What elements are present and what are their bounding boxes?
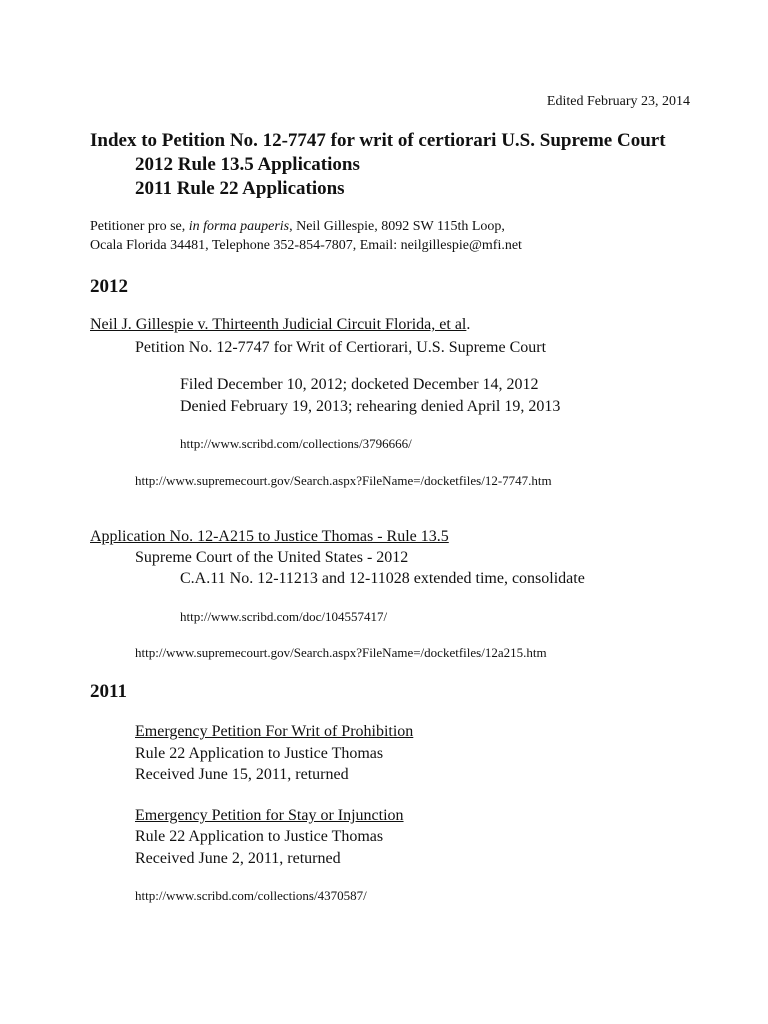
petitioner-line-1 [90,219,505,235]
section-heading-2012: 2012 [90,276,128,297]
case-title-link: Neil J. Gillespie v. Thirteenth Judicial Circuit Florida, et al [90,316,467,333]
item-1-rule: Rule 22 Application to Justice Thomas [135,745,384,762]
item-1-title: Emergency Petition For Writ of Prohibition [135,723,414,740]
petitioner-name-address: , Neil Gillespie, 8092 SW 115th Loop, [289,219,505,234]
application-scribd-link[interactable]: http://www.scribd.com/doc/104557417/ [180,609,388,624]
document-subtitle-2012: 2012 Rule 13.5 Applications [135,154,360,175]
case-denied: Denied February 19, 2013; rehearing denied April 19, 2013 [180,398,561,415]
application-detail: C.A.11 No. 12-11213 and 12-11028 extended time, consolidate [180,570,585,587]
item-2-rule: Rule 22 Application to Justice Thomas [135,828,384,845]
section-2011-scribd-link[interactable]: http://www.scribd.com/collections/4370587/ [135,888,367,903]
item-1-received: Received June 15, 2011, returned [135,766,349,783]
case-title-period: . [466,316,471,333]
section-heading-2011: 2011 [90,681,127,702]
application-court: Supreme Court of the United States - 2012 [135,549,409,566]
application-docket-link[interactable]: http://www.supremecourt.gov/Search.aspx?FileName=/docketfiles/12a215.htm [135,645,547,660]
item-2-title: Emergency Petition for Stay or Injunction [135,807,404,824]
case-title [90,316,470,334]
case-docket-link[interactable]: http://www.supremecourt.gov/Search.aspx?FileName=/docketfiles/12-7747.htm [135,473,552,488]
case-scribd-link[interactable]: http://www.scribd.com/collections/3796666/ [180,436,412,451]
document-subtitle-2011: 2011 Rule 22 Applications [135,178,345,199]
case-filed: Filed December 10, 2012; docketed December 14, 2012 [180,376,539,393]
petitioner-status: in forma pauperis [188,219,290,234]
edited-date: Edited February 23, 2014 [546,94,690,109]
document-title: Index to Petition No. 12-7747 for writ of certiorari U.S. Supreme Court [90,130,666,151]
case-petition: Petition No. 12-7747 for Writ of Certiorari, U.S. Supreme Court [135,339,547,356]
application-title: Application No. 12-A215 to Justice Thomas - Rule 13.5 [90,528,449,545]
petitioner-prefix: Petitioner pro se, [90,219,189,234]
item-2-received: Received June 2, 2011, returned [135,850,341,867]
petitioner-line-2: Ocala Florida 34481, Telephone 352-854-7807, Email: neilgillespie@mfi.net [90,238,522,253]
